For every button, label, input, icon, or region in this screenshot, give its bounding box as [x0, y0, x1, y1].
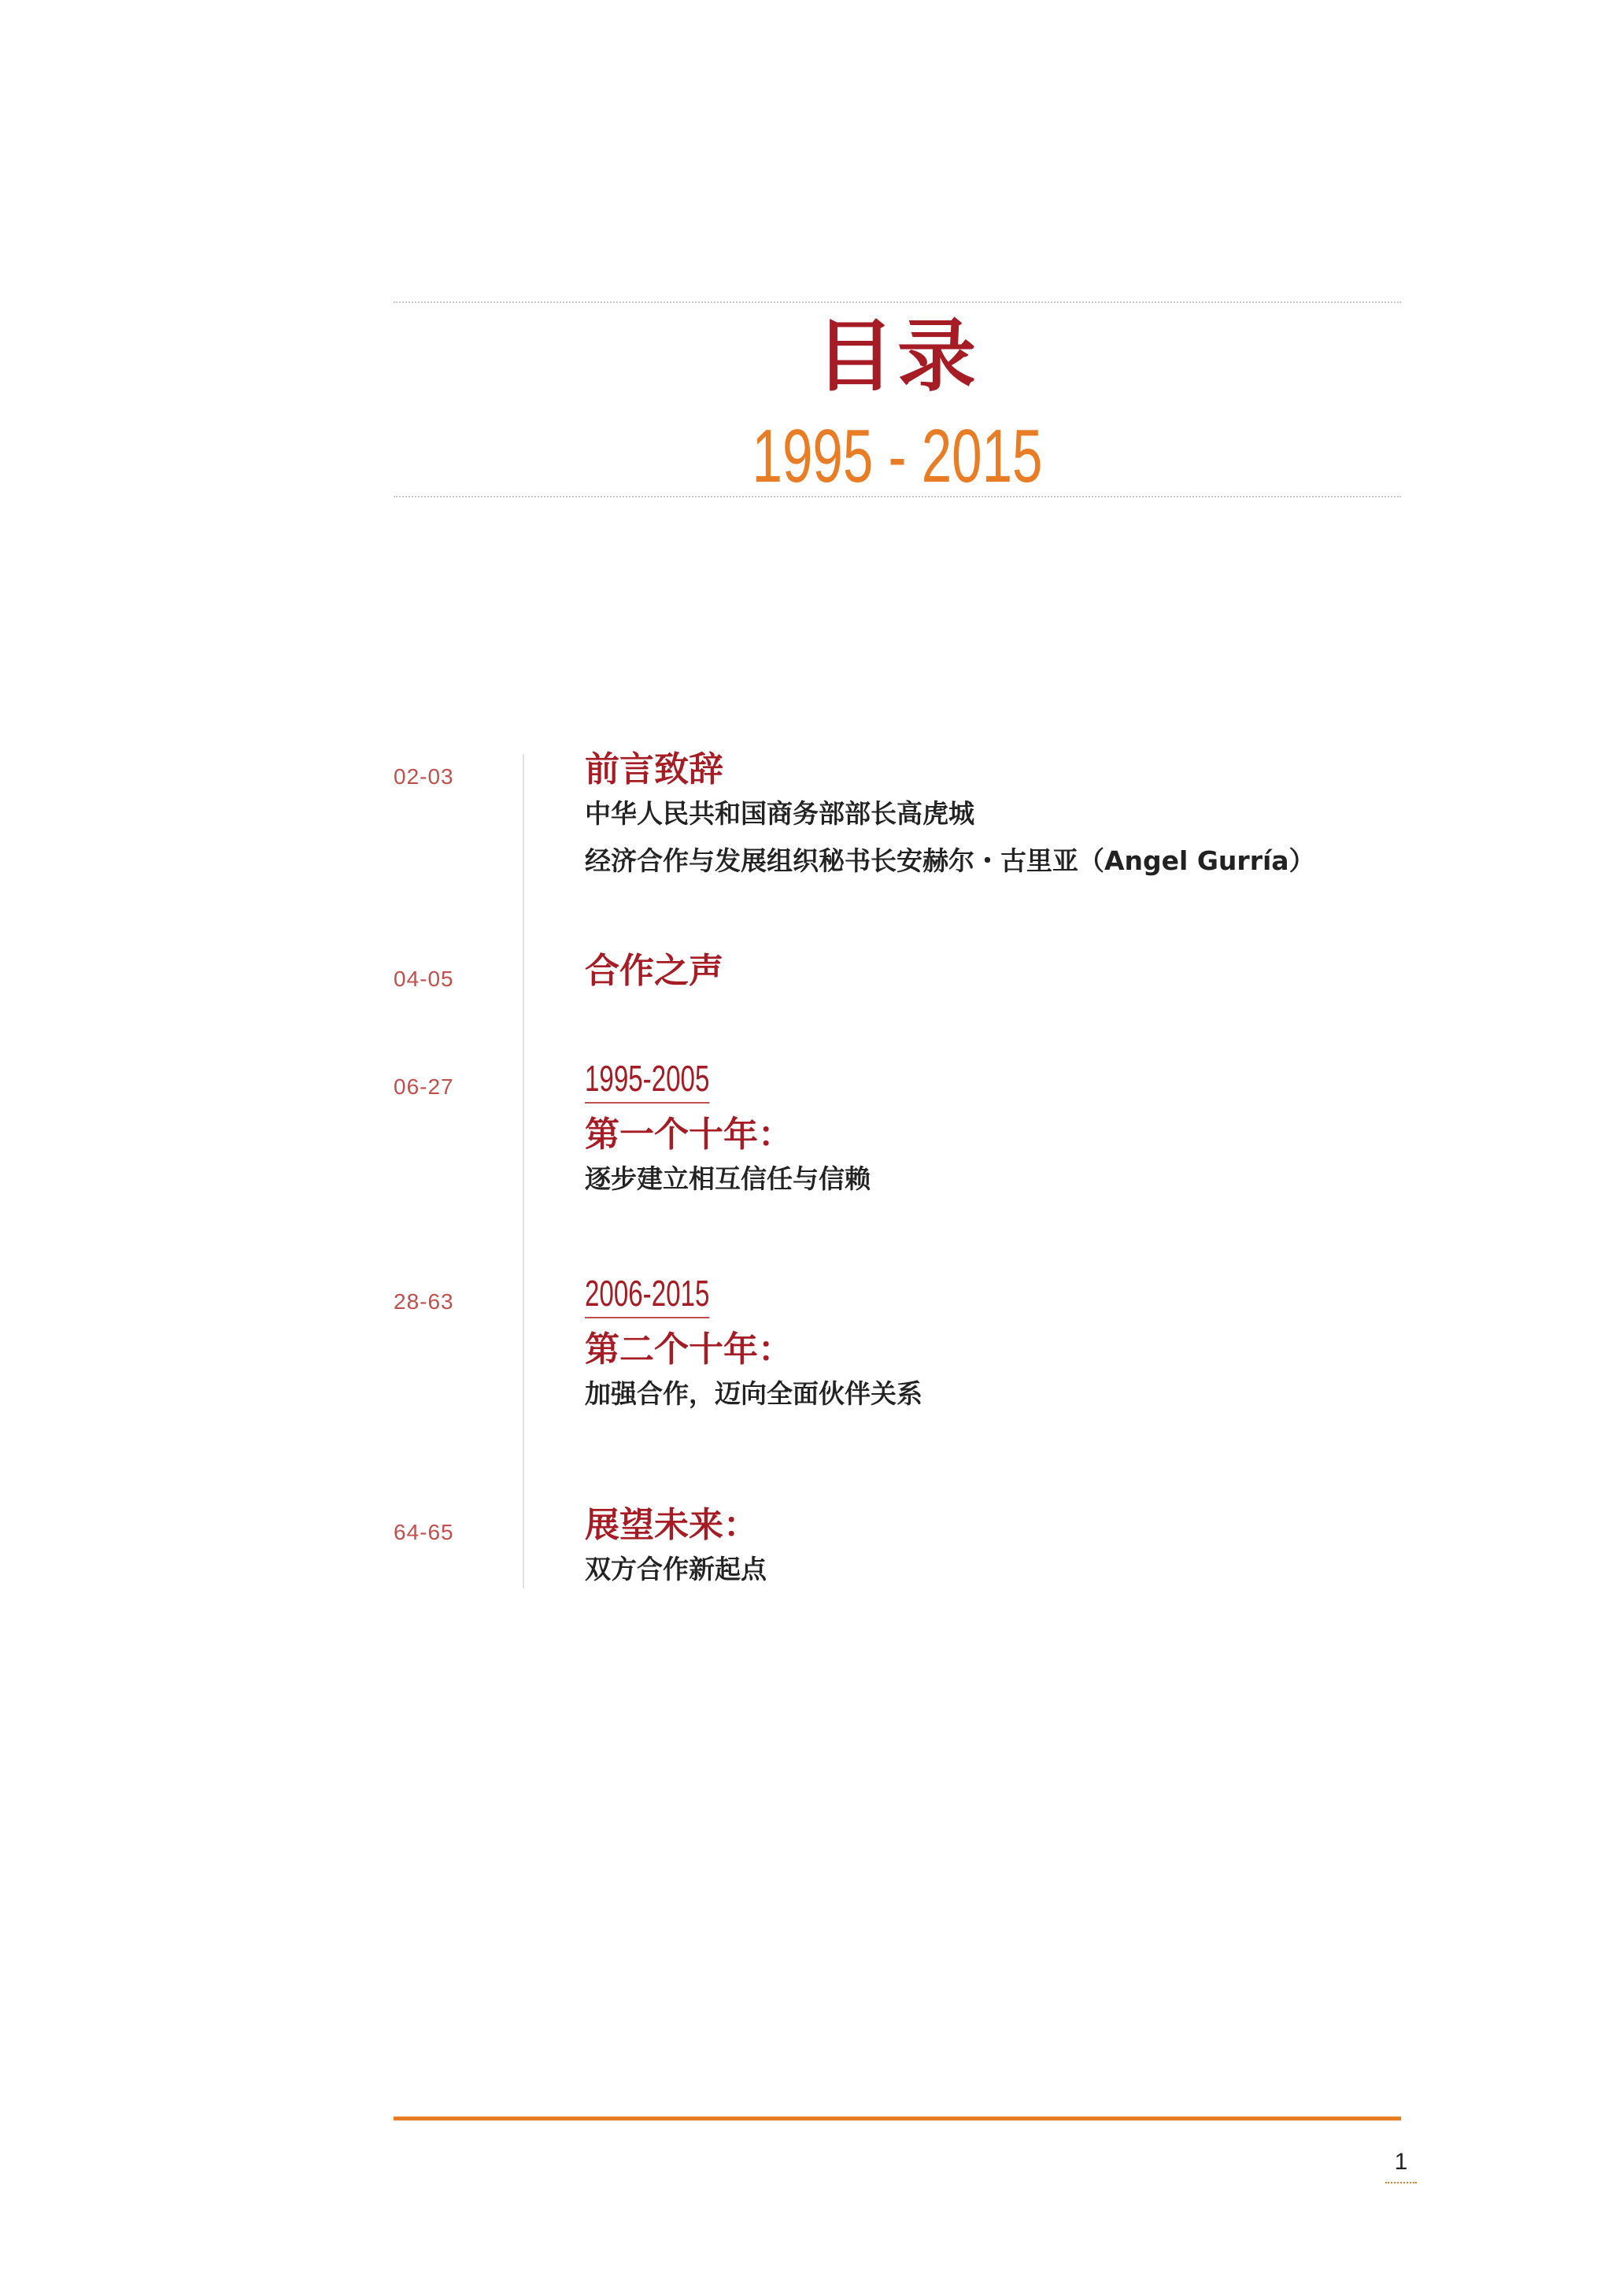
toc-page-range: 28-63 — [394, 1289, 454, 1314]
toc-page-range: 64-65 — [394, 1520, 454, 1544]
page-number: 1 — [1394, 2149, 1408, 2175]
toc-heading: 第一个十年： — [585, 1115, 793, 1155]
toc-heading: 展望未来： — [585, 1505, 758, 1545]
toc-subtitle: 双方合作新起点 — [585, 1554, 767, 1584]
year-span: 1995 - 2015 — [752, 414, 1043, 498]
toc-entry-voices[interactable] — [585, 951, 723, 992]
toc-subtitle: 经济合作与发展组织秘书长安赫尔・古里亚（Angel Gurría） — [585, 845, 1315, 876]
toc-subtitle: 中华人民共和国商务部部长高虎城 — [585, 798, 974, 829]
toc-page-range: 02-03 — [394, 764, 454, 789]
toc-year-range: 2006-2015 — [585, 1273, 709, 1318]
toc-entry-first-decade[interactable] — [585, 1058, 871, 1203]
toc-entry-outlook[interactable] — [585, 1505, 767, 1593]
toc-entry-second-decade[interactable] — [585, 1273, 922, 1418]
toc-page-range: 04-05 — [394, 967, 454, 991]
page-number-underline — [1385, 2182, 1417, 2183]
toc-heading: 第二个十年： — [585, 1329, 793, 1370]
toc-year-range: 1995-2005 — [585, 1058, 709, 1104]
toc-heading: 前言致辞 — [585, 749, 723, 789]
header-bottom-rule — [394, 496, 1401, 497]
toc-entry-preface[interactable] — [585, 749, 1315, 885]
toc-vertical-line — [523, 754, 524, 1588]
toc-subtitle: 逐步建立相互信任与信赖 — [585, 1163, 871, 1194]
page-title: 目录 — [815, 310, 979, 402]
toc-heading: 合作之声 — [585, 951, 723, 991]
header-top-rule — [394, 301, 1401, 303]
footer-rule — [394, 2117, 1401, 2120]
toc-subtitle: 加强合作，迈向全面伙伴关系 — [585, 1378, 922, 1409]
toc-page-range: 06-27 — [394, 1074, 454, 1099]
